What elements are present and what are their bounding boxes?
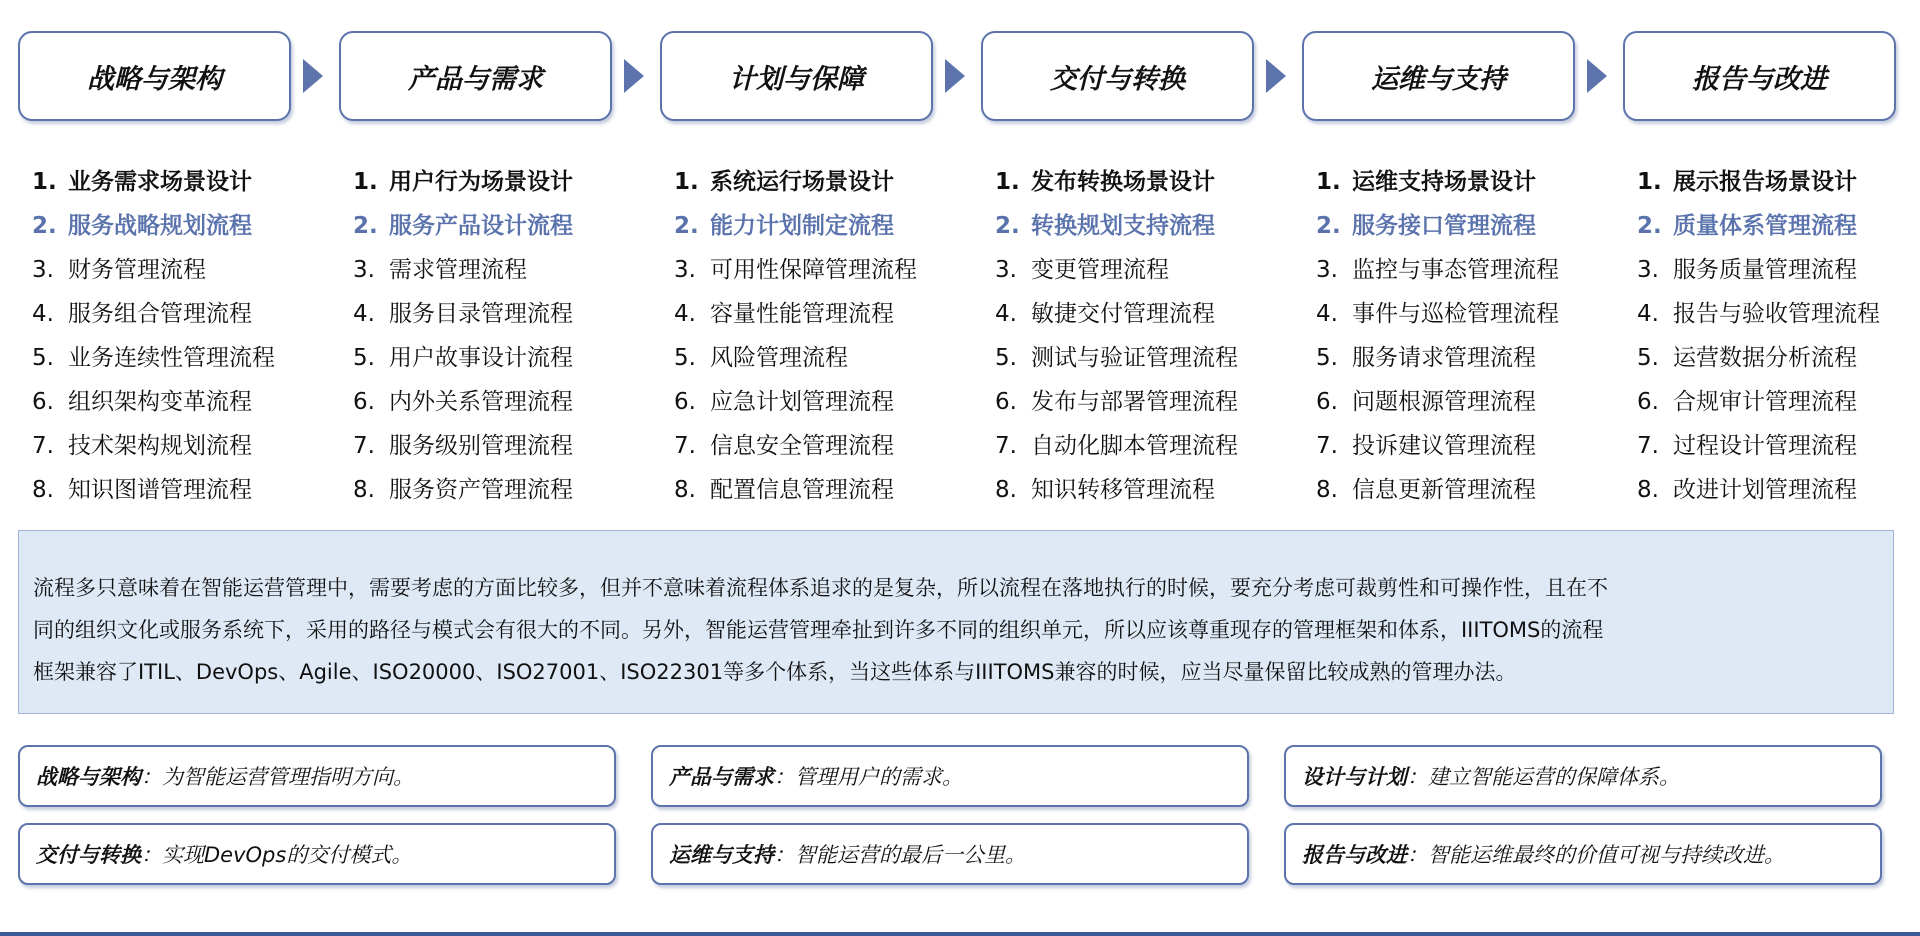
summary-card-product [651,745,1249,807]
card-desc: ：实现DevOps的交付模式。 [141,843,413,867]
list-item: 6. 组织架构变革流程 [32,389,252,415]
list-item: 3. 服务质量管理流程 [1637,257,1857,283]
summary-card-strategy [18,745,616,807]
phase-box-delivery: 交付与转换 [981,31,1254,121]
description-line: 流程多只意味着在智能运营管理中，需要考虑的方面比较多，但并不意味着流程体系追求的是复杂，所以流程在落地执行的时候，要充分考虑可裁剪性和可操作性，且在不 [33,576,1608,600]
list-item: 1. 展示报告场景设计 [1637,169,1857,195]
process-list-operations [1316,160,1616,512]
phase-box-report: 报告与改进 [1623,31,1896,121]
flow-arrow-icon [945,59,965,93]
list-item: 8. 知识转移管理流程 [995,477,1215,503]
summary-card-design [1284,745,1882,807]
process-list-product [353,160,653,512]
list-item: 5. 业务连续性管理流程 [32,345,275,371]
list-item: 3. 监控与事态管理流程 [1316,257,1559,283]
flow-arrow-icon [624,59,644,93]
list-item: 5. 用户故事设计流程 [353,345,573,371]
list-item: 6. 发布与部署管理流程 [995,389,1238,415]
process-list-delivery [995,160,1295,512]
phase-flow [18,31,1896,121]
summary-cards [0,745,1920,895]
list-item: 5. 风险管理流程 [674,345,848,371]
card-title: 运维与支持 [669,843,774,867]
card-desc: ：智能运维最终的价值可视与持续改进。 [1407,843,1785,867]
list-item: 8. 服务资产管理流程 [353,477,573,503]
list-item: 7. 服务级别管理流程 [353,433,573,459]
list-item: 8. 信息更新管理流程 [1316,477,1536,503]
list-item: 1. 业务需求场景设计 [32,169,252,195]
phase-box-plan: 计划与保障 [660,31,933,121]
list-item: 8. 知识图谱管理流程 [32,477,252,503]
list-item: 2. 转换规划支持流程 [995,213,1215,239]
list-item: 2. 服务产品设计流程 [353,213,573,239]
list-item: 7. 技术架构规划流程 [32,433,252,459]
list-item: 5. 运营数据分析流程 [1637,345,1857,371]
process-list-strategy [32,160,332,512]
card-desc: ：建立智能运营的保障体系。 [1407,765,1680,789]
list-item: 4. 敏捷交付管理流程 [995,301,1215,327]
list-item: 3. 需求管理流程 [353,257,527,283]
summary-card-delivery [18,823,616,885]
list-item: 6. 合规审计管理流程 [1637,389,1857,415]
card-title: 产品与需求 [669,765,774,789]
list-item: 5. 服务请求管理流程 [1316,345,1536,371]
list-item: 8. 改进计划管理流程 [1637,477,1857,503]
list-item: 3. 财务管理流程 [32,257,206,283]
flow-arrow-icon [1266,59,1286,93]
list-item: 8. 配置信息管理流程 [674,477,894,503]
list-item: 4. 服务组合管理流程 [32,301,252,327]
card-desc: ：智能运营的最后一公里。 [774,843,1026,867]
list-item: 7. 投诉建议管理流程 [1316,433,1536,459]
card-title: 设计与计划 [1302,765,1407,789]
card-desc: ：管理用户的需求。 [774,765,963,789]
list-item: 1. 发布转换场景设计 [995,169,1215,195]
list-item: 7. 过程设计管理流程 [1637,433,1857,459]
description-panel [18,530,1894,714]
phase-box-product: 产品与需求 [339,31,612,121]
list-item: 3. 变更管理流程 [995,257,1169,283]
flow-arrow-icon [1587,59,1607,93]
list-item: 2. 服务接口管理流程 [1316,213,1536,239]
list-item: 2. 质量体系管理流程 [1637,213,1857,239]
card-title: 交付与转换 [36,843,141,867]
card-desc: ：为智能运营管理指明方向。 [141,765,414,789]
card-title: 战略与架构 [36,765,141,789]
summary-card-operations [651,823,1249,885]
list-item: 1. 系统运行场景设计 [674,169,894,195]
summary-card-report [1284,823,1882,885]
card-title: 报告与改进 [1302,843,1407,867]
list-item: 4. 服务目录管理流程 [353,301,573,327]
list-item: 7. 信息安全管理流程 [674,433,894,459]
list-item: 2. 服务战略规划流程 [32,213,252,239]
list-item: 6. 应急计划管理流程 [674,389,894,415]
description-line: 框架兼容了ITIL、DevOps、Agile、ISO20000、ISO27001、ISO22301等多个体系，当这些体系与IIITOMS兼容的时候，应当尽量保留比较成熟的管理办法。 [33,660,1517,684]
list-item: 1. 用户行为场景设计 [353,169,573,195]
list-item: 6. 内外关系管理流程 [353,389,573,415]
list-item: 3. 可用性保障管理流程 [674,257,917,283]
process-list-plan [674,160,974,512]
list-item: 6. 问题根源管理流程 [1316,389,1536,415]
process-columns [0,160,1920,520]
list-item: 4. 报告与验收管理流程 [1637,301,1880,327]
process-list-report [1637,160,1920,512]
list-item: 7. 自动化脚本管理流程 [995,433,1238,459]
list-item: 2. 能力计划制定流程 [674,213,894,239]
list-item: 4. 事件与巡检管理流程 [1316,301,1559,327]
description-line: 同的组织文化或服务系统下，采用的路径与模式会有很大的不同。另外，智能运营管理牵扯到许多不同的组织单元，所以应该尊重现存的管理框架和体系，IIITOMS的流程 [33,618,1604,642]
list-item: 5. 测试与验证管理流程 [995,345,1238,371]
list-item: 1. 运维支持场景设计 [1316,169,1536,195]
phase-box-strategy: 战略与架构 [18,31,291,121]
flow-arrow-icon [303,59,323,93]
list-item: 4. 容量性能管理流程 [674,301,894,327]
phase-box-operations: 运维与支持 [1302,31,1575,121]
bottom-divider [0,932,1920,936]
